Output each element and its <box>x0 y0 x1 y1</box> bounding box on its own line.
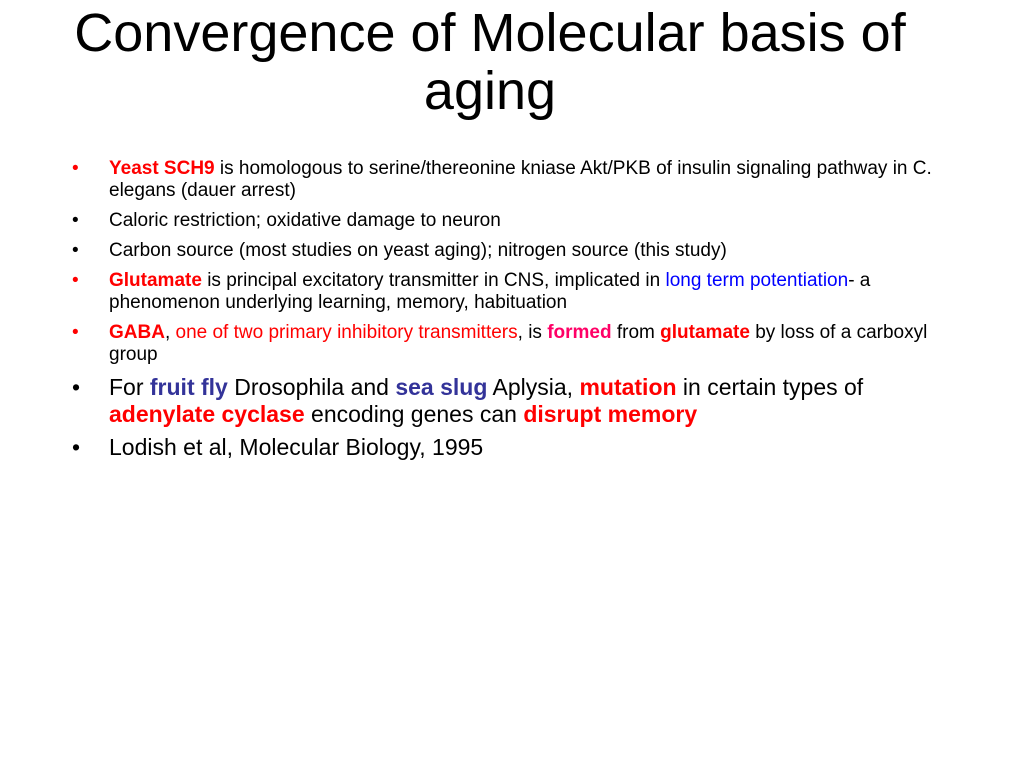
bullet-item <box>72 158 932 202</box>
bullet-text-segment: GABA <box>109 322 165 343</box>
bullet-text-segment: by loss of a carboxyl group <box>109 322 928 365</box>
bullet-text-segment: is principal excitatory transmitter in CNS, implicated in <box>201 270 666 291</box>
bullet-text-segment: encoding genes can <box>304 401 524 427</box>
bullet-text-segment: mutation <box>579 374 677 400</box>
bullet-dot-icon: • <box>72 270 79 291</box>
bullet-text-segment: long term potentiation <box>665 270 849 291</box>
bullet-item <box>72 270 932 314</box>
bullet-text-segment: , is <box>517 322 548 343</box>
bullet-text-segment: Glutamate <box>109 270 202 291</box>
bullet-text-segment: sea slug <box>395 374 488 400</box>
bullet-text-segment: fruit fly <box>149 374 228 400</box>
bullet-dot-icon: • <box>72 240 79 261</box>
bullet-text-segment: , <box>164 322 176 343</box>
bullet-item <box>72 210 932 232</box>
bullet-text-segment: from <box>611 322 661 343</box>
bullet-item <box>72 240 932 262</box>
bullet-text-segment: Yeast SCH9 <box>109 158 215 179</box>
bullet-text-segment: adenylate cyclase <box>109 401 305 427</box>
bullet-dot-icon: • <box>72 322 79 343</box>
bullet-item <box>72 434 932 461</box>
bullet-item <box>72 374 932 428</box>
bullet-text-segment: For <box>109 374 150 400</box>
bullet-dot-icon: • <box>72 434 81 460</box>
bullet-text-segment: in certain types of <box>676 374 864 400</box>
bullet-text-segment: - a phenomenon underlying learning, memory, habituation <box>109 270 871 313</box>
bullet-text-segment: glutamate <box>660 322 750 343</box>
bullet-dot-icon: • <box>72 210 79 231</box>
bullet-text-segment: Caloric restriction; oxidative damage to neuron <box>109 210 501 231</box>
slide-title: Convergence of Molecular basis of aging <box>74 3 906 121</box>
bullet-text-segment: Aplysia, <box>487 374 580 400</box>
bullet-text-segment: Drosophila and <box>227 374 396 400</box>
bullet-text-segment: disrupt memory <box>523 401 698 427</box>
bullet-text-segment: Carbon source (most studies on yeast aging); nitrogen source (this study) <box>109 240 727 261</box>
bullet-text-segment: formed <box>547 322 612 343</box>
bullet-list <box>72 158 932 467</box>
bullet-dot-icon: • <box>72 158 79 179</box>
bullet-text-segment: Lodish et al, Molecular Biology, 1995 <box>109 434 484 460</box>
bullet-item <box>72 322 932 366</box>
bullet-text-segment: one of two primary inhibitory transmitters <box>175 322 518 343</box>
bullet-text-segment: is homologous to serine/thereonine kniase Akt/PKB of insulin signaling pathway in C. elegans (dauer arrest) <box>109 158 932 201</box>
bullet-dot-icon: • <box>72 374 81 400</box>
